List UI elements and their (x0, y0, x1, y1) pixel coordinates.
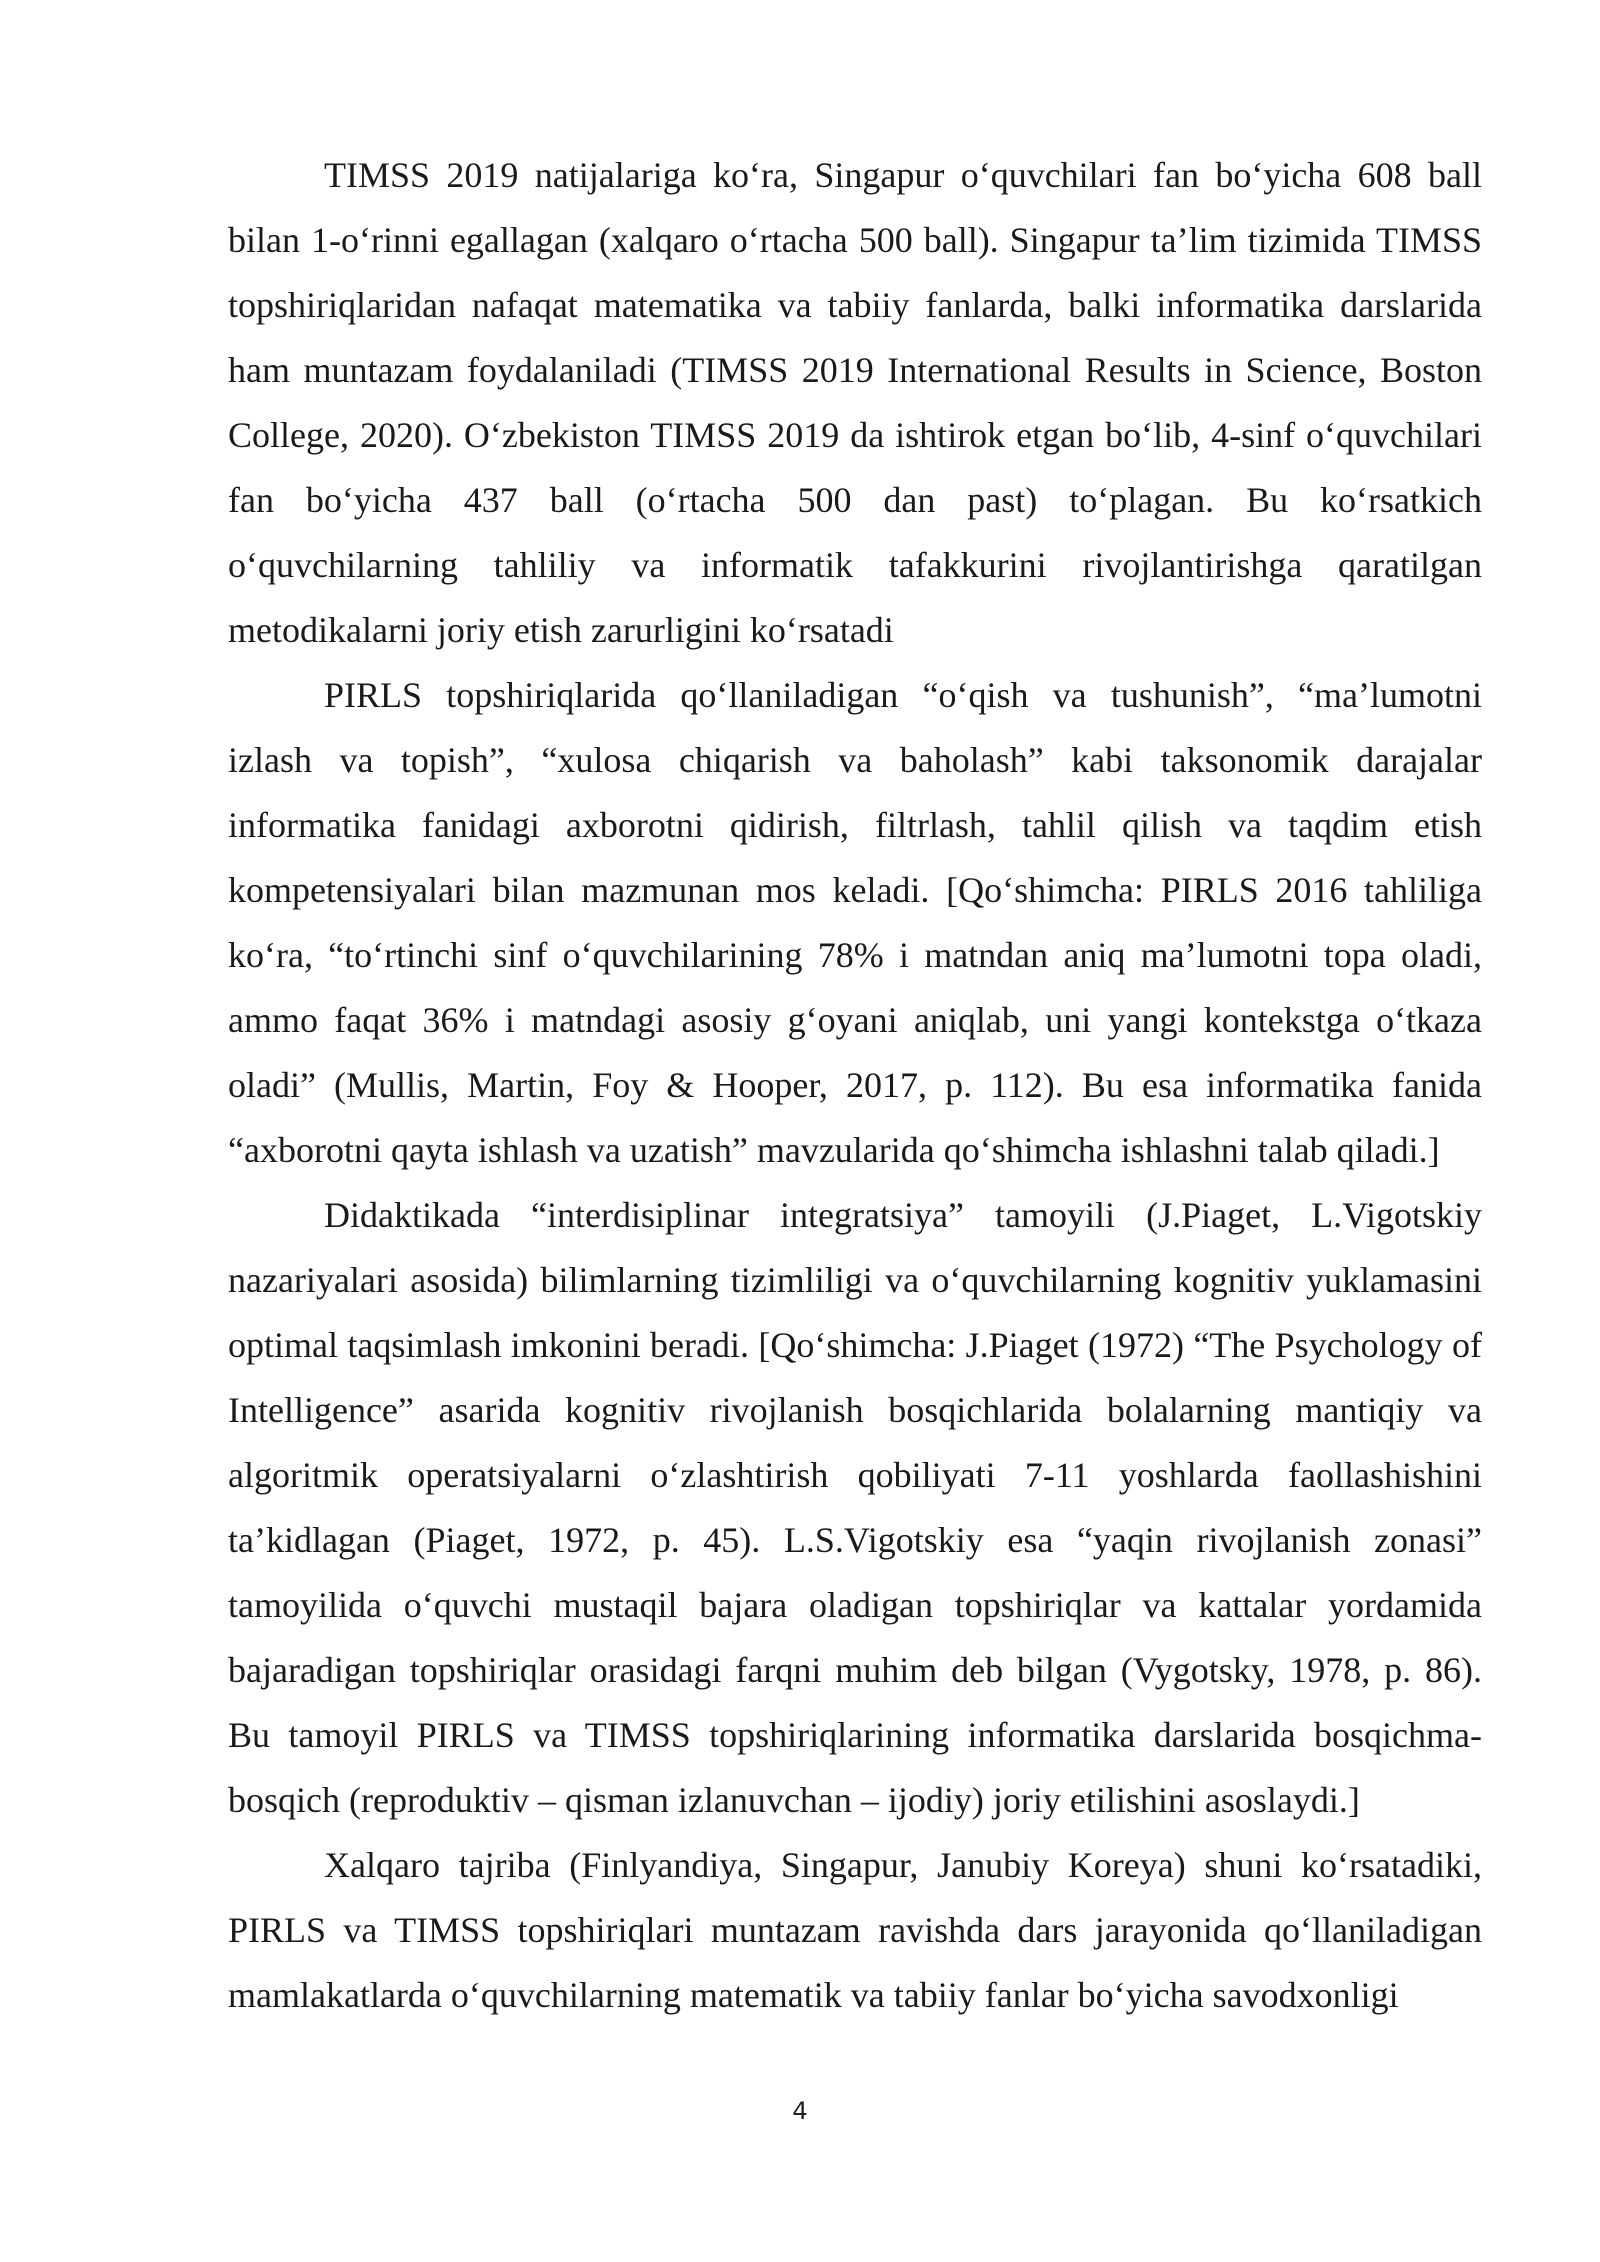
document-body (228, 143, 1482, 2028)
paragraph-international-experience: Xalqaro tajriba (Finlyandiya, Singapur, Janubiy Koreya) shuni ko‘rsatadiki, PIRLS va TIMSS topshiriqlari muntazam ravishda dars jarayonida qo‘llaniladigan mamlakatlarda o‘quvchilarning matematik va tabiiy fanlar bo‘yicha savodxonligi (228, 1845, 1482, 2015)
paragraph-pirls-taxonomy: PIRLS topshiriqlarida qo‘llaniladigan “o‘qish va tushunish”, “ma’lumotni izlash va topish”, “xulosa chiqarish va baholash” kabi taksonomik darajalar informatika fanidagi axborotni qidirish, filtrlash, tahlil qilish va taqdim etish kompetensiyalari bilan mazmunan mos keladi. [Qo‘shimcha: PIRLS 2016 tahliliga ko‘ra, “to‘rtinchi sinf o‘quvchilarining 78% i matndan aniq ma’lumotni topa oladi, ammo faqat 36% i matndagi asosiy g‘oyani aniqlab, uni yangi kontekstga o‘tkaza oladi” (Mullis, Martin, Foy & Hooper, 2017, p. 112). Bu esa informatika fanida “axborotni qayta ishlash va uzatish” mavzularida qo‘shimcha ishlashni talab qiladi.] (228, 675, 1482, 1170)
paragraph-timss-singapore: TIMSS 2019 natijalariga ko‘ra, Singapur o‘quvchilari fan bo‘yicha 608 ball bilan 1-o‘rinni egallagan (xalqaro o‘rtacha 500 ball). Singapur ta’lim tizimida TIMSS topshiriqlaridan nafaqat matematika va tabiiy fanlarda, balki informatika darslarida ham muntazam foydalaniladi (TIMSS 2019 International Results in Science, Boston College, 2020). O‘zbekiston TIMSS 2019 da ishtirok etgan bo‘lib, 4-sinf o‘quvchilari fan bo‘yicha 437 ball (o‘rtacha 500 dan past) to‘plagan. Bu ko‘rsatkich o‘quvchilarning tahliliy va informatik tafakkurini rivojlantirishga qaratilgan metodikalarni joriy etish zarurligini ko‘rsatadi (228, 155, 1482, 650)
paragraph-didactics-integration: Didaktikada “interdisiplinar integratsiya” tamoyili (J.Piaget, L.Vigotskiy nazariyalari asosida) bilimlarning tizimliligi va o‘quvchilarning kognitiv yuklamasini optimal taqsimlash imkonini beradi. [Qo‘shimcha: J.Piaget (1972) “The Psychology of Intelligence” asarida kognitiv rivojlanish bosqichlarida bolalarning mantiqiy va algoritmik operatsiyalarni o‘zlashtirish qobiliyati 7-11 yoshlarda faollashishini ta’kidlagan (Piaget, 1972, p. 45). L.S.Vigotskiy esa “yaqin rivojlanish zonasi” tamoyilida o‘quvchi mustaqil bajara oladigan topshiriqlar va kattalar yordamida bajaradigan topshiriqlar orasidagi farqni muhim deb bilgan (Vygotsky, 1978, p. 86). Bu tamoyil PIRLS va TIMSS topshiriqlarining informatika darslarida bosqichma-bosqich (reproduktiv – qisman izlanuvchan – ijodiy) joriy etilishini asoslaydi.] (228, 1195, 1482, 1820)
page-number: 4 (792, 2097, 808, 2125)
